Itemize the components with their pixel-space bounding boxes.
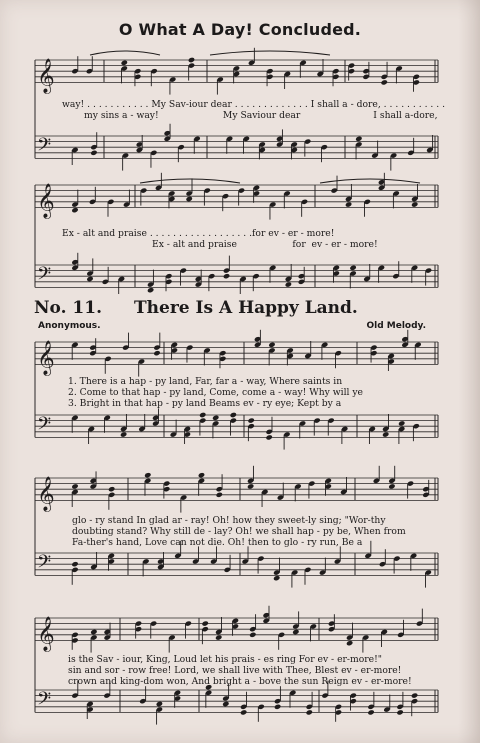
staff xyxy=(35,60,438,82)
note-head xyxy=(381,79,388,85)
note-head xyxy=(202,620,209,626)
treble-clef: 𝄞 xyxy=(37,340,55,376)
treble-clef: 𝄞 xyxy=(37,476,55,512)
bass-clef: 𝄢 xyxy=(37,413,52,439)
lyric-line: way! . . . . . . . . . . . My Sav-iour dear . . . . . . . . . . . . . I shall a - dore, . . . . . . . . . . . xyxy=(62,99,446,110)
note-head xyxy=(90,150,97,156)
tie-arc xyxy=(140,179,240,183)
note-head xyxy=(349,265,356,271)
note-head xyxy=(156,701,163,707)
note-head xyxy=(249,632,256,638)
note-head xyxy=(71,483,78,489)
note-head xyxy=(382,431,389,437)
note-head xyxy=(248,417,255,423)
verse-1-line: 1. There is a hap - py land, Far, far a - way, Where saints in xyxy=(68,376,343,387)
note-head xyxy=(212,415,219,421)
author-credit: Anonymous. xyxy=(38,321,101,331)
note-head xyxy=(186,196,193,202)
treble-clef: 𝄞 xyxy=(37,58,55,94)
verse-2-line: sin and sor - row free! Lord, we shall live with Thee, Blest ev - er-more! xyxy=(68,665,402,676)
staff xyxy=(35,690,438,712)
note-head xyxy=(188,57,195,63)
tune-credit: Old Melody. xyxy=(366,321,426,331)
note-head xyxy=(247,483,254,489)
note-head xyxy=(306,709,313,715)
note-head xyxy=(355,136,362,142)
tie-arc xyxy=(90,51,160,55)
note-head xyxy=(90,629,97,635)
staff xyxy=(35,553,438,575)
bass-clef: 𝄢 xyxy=(37,688,52,714)
verse-3-line: crown and king-dom won, And bright a - bove the sun Reign ev - er-more! xyxy=(68,676,412,687)
note-head xyxy=(71,207,78,213)
note-head xyxy=(292,629,299,635)
song-credits xyxy=(34,321,426,335)
verse-3-line: 3. Bright in that hap - py land Beams ev - ry eye; Kept by a xyxy=(68,398,342,409)
note-head xyxy=(198,472,205,478)
verse-1-line: is the Sav - iour, King, Loud let his prais - es ring For ev - er-more!" xyxy=(68,654,383,665)
note-head xyxy=(274,704,281,710)
note-head xyxy=(86,276,93,282)
note-head xyxy=(345,201,352,207)
bass-clef: 𝄢 xyxy=(37,134,52,160)
verse-2-line: 2. Come to that hap - py land, Come, come a - way! Why will ye xyxy=(68,387,363,398)
song-number: No. 11. xyxy=(34,298,102,318)
note-head xyxy=(367,709,374,715)
note-head xyxy=(411,692,418,698)
bass-clef: 𝄢 xyxy=(37,551,52,577)
note-head xyxy=(240,709,247,715)
note-head xyxy=(230,412,237,418)
song-header xyxy=(34,298,444,320)
tie-arc xyxy=(210,51,330,55)
song-title: There Is A Happy Land. xyxy=(134,298,358,318)
tie-arc xyxy=(320,179,420,183)
verse-1-line: glo - ry stand In glad ar - ray! Oh! how they sweet-ly sing; "Wor-thy xyxy=(72,515,386,526)
note-head xyxy=(121,60,128,66)
note-head xyxy=(411,201,418,207)
verse-2-line: doubting stand? Why still de - lay? Oh! we shall hap - py be, When from xyxy=(72,526,406,537)
note-head xyxy=(266,434,273,440)
note-head xyxy=(346,640,353,646)
note-head xyxy=(398,420,405,426)
note-head xyxy=(199,412,206,418)
note-head xyxy=(108,486,115,492)
note-head xyxy=(215,634,222,640)
note-head xyxy=(268,342,275,348)
note-head xyxy=(153,350,160,356)
lyric-line: Ex - alt and praise . . . . . . . . . . . . . . . . . .for ev - er - more! xyxy=(62,228,335,239)
note-head xyxy=(396,709,403,715)
lyric-line: my sins a - way! My Saviour dear I shall a-dore, xyxy=(84,110,438,121)
note-head xyxy=(285,281,292,287)
note-head xyxy=(71,561,78,567)
note-head xyxy=(120,431,127,437)
staff xyxy=(35,265,438,287)
staff xyxy=(35,415,438,437)
note-head xyxy=(388,483,395,489)
lyric-line: Ex - alt and praise for ev - er - more! xyxy=(152,239,378,250)
bass-clef: 𝄢 xyxy=(37,263,52,289)
verse-3-line: Fa-ther's hand, Love can not die. Oh! then to glo - ry run, Be a xyxy=(72,537,363,548)
note-head xyxy=(144,472,151,478)
continued-song-title: O What A Day! Concluded. xyxy=(118,20,362,39)
treble-clef: 𝄞 xyxy=(37,616,55,652)
note-head xyxy=(147,287,154,293)
treble-clef: 𝄞 xyxy=(37,183,55,219)
note-head xyxy=(273,575,280,581)
note-head xyxy=(216,492,223,498)
note-head xyxy=(223,273,230,279)
note-head xyxy=(222,701,229,707)
